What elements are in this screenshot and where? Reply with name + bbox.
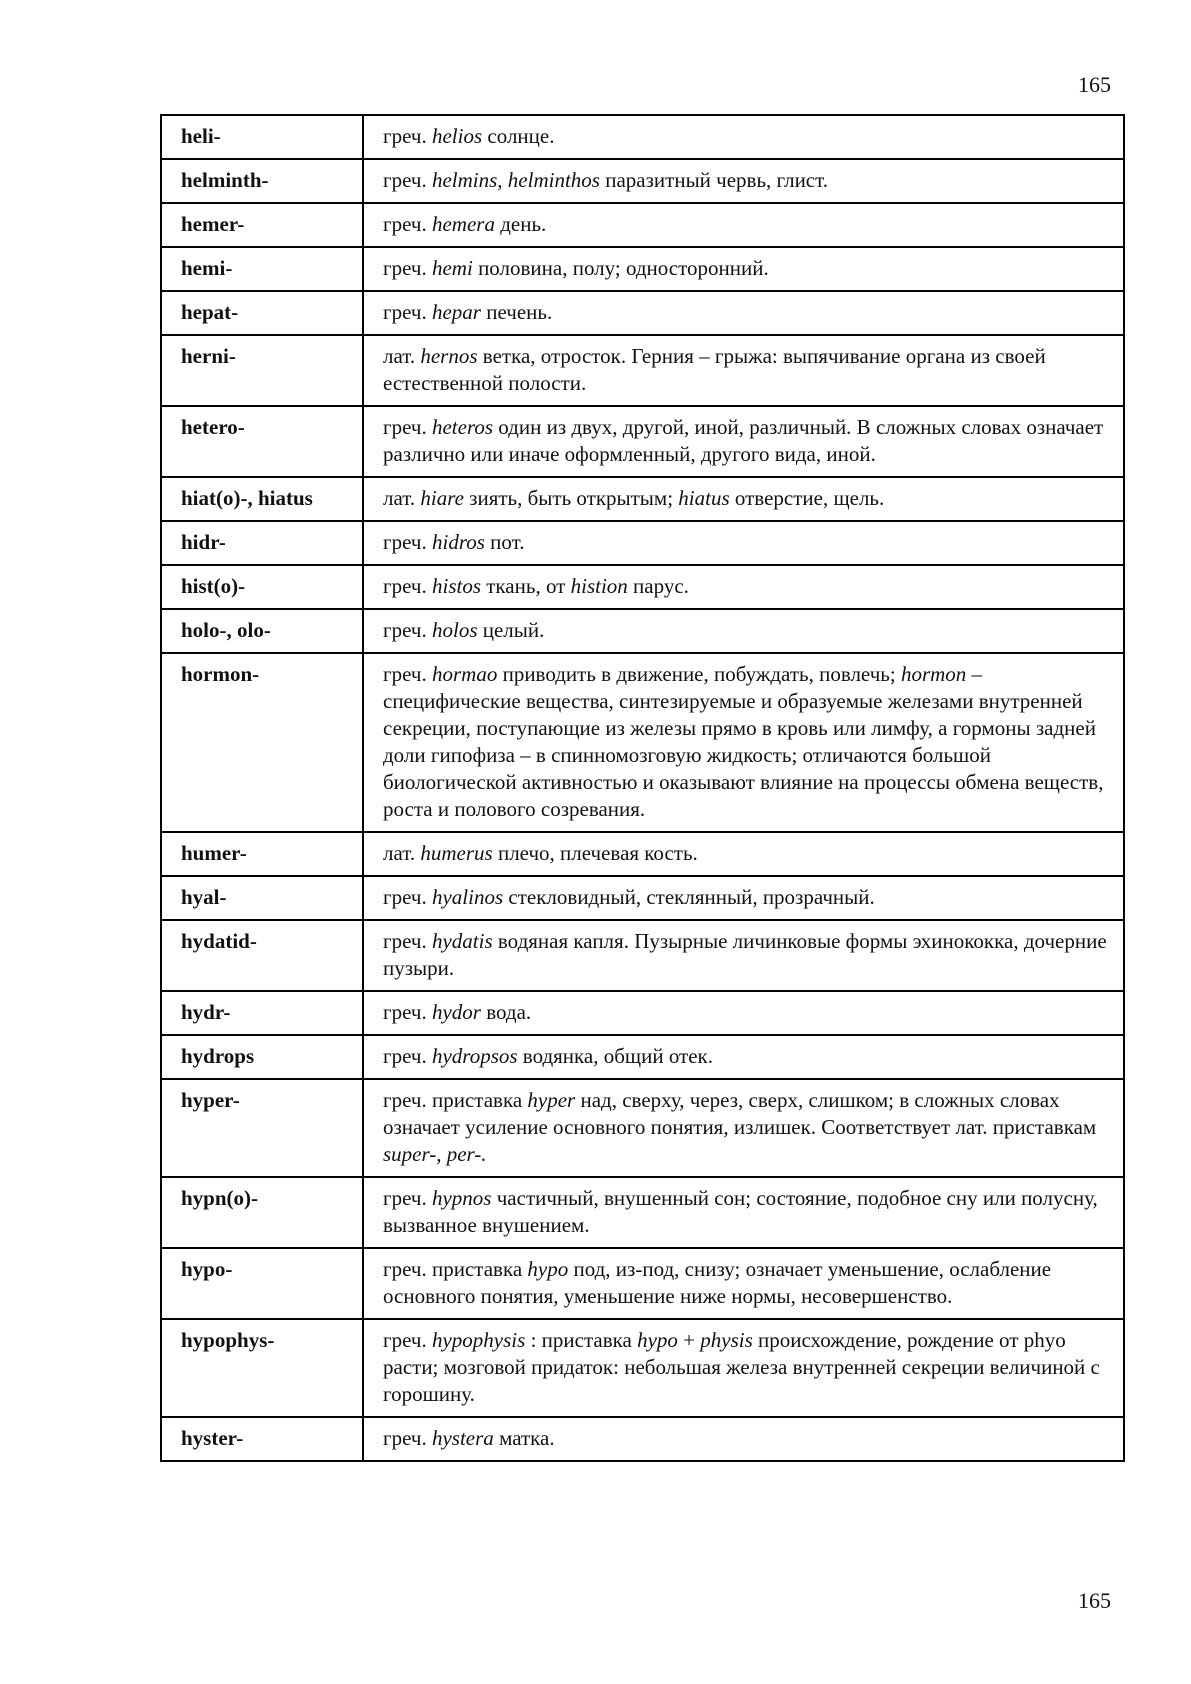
entry-definition bbox=[363, 1035, 1124, 1079]
table-row bbox=[161, 335, 1124, 406]
definition-italic-text: hyper bbox=[527, 1088, 576, 1112]
entry-term: hydatid- bbox=[161, 920, 363, 991]
definition-italic-text: hydor bbox=[431, 1000, 481, 1024]
table-row bbox=[161, 1319, 1124, 1417]
definition-text: матка. bbox=[493, 1426, 555, 1450]
table-row bbox=[161, 115, 1124, 159]
entry-definition bbox=[363, 521, 1124, 565]
entry-definition bbox=[363, 291, 1124, 335]
entry-definition bbox=[363, 1417, 1124, 1461]
definition-italic-text: helmins, helminthos bbox=[431, 168, 600, 192]
table-row bbox=[161, 609, 1124, 653]
definition-text: греч. bbox=[383, 929, 432, 953]
table-row bbox=[161, 1079, 1124, 1177]
definition-text: стекловидный, стеклянный, прозрачный. bbox=[503, 885, 875, 909]
definition-italic-text: hystera bbox=[431, 1426, 494, 1450]
table-row bbox=[161, 1248, 1124, 1319]
definition-italic-text: hemi bbox=[431, 256, 473, 280]
table-row bbox=[161, 653, 1124, 832]
entry-term: hyster- bbox=[161, 1417, 363, 1461]
definition-text: греч. bbox=[383, 1426, 432, 1450]
definition-text: греч. bbox=[383, 574, 432, 598]
entry-term: hydr- bbox=[161, 991, 363, 1035]
table-row bbox=[161, 1177, 1124, 1248]
page-number-bottom: 165 bbox=[1078, 1588, 1111, 1613]
definition-text: водяная капля. Пузырные личинковые формы эхинококка, дочерние пузыри. bbox=[383, 929, 1107, 980]
entry-definition bbox=[363, 832, 1124, 876]
table-row bbox=[161, 1417, 1124, 1461]
definition-text: ткань, от bbox=[481, 574, 571, 598]
definition-text: плечо, плечевая кость. bbox=[492, 841, 698, 865]
entry-definition bbox=[363, 1177, 1124, 1248]
definition-italic-text: super-, per-. bbox=[383, 1142, 487, 1166]
entry-term: holo-, olo- bbox=[161, 609, 363, 653]
definition-text: греч. приставка bbox=[383, 1088, 528, 1112]
table-row bbox=[161, 832, 1124, 876]
definition-italic-text: hydatis bbox=[431, 929, 493, 953]
table-row bbox=[161, 247, 1124, 291]
table-row bbox=[161, 920, 1124, 991]
table-row bbox=[161, 565, 1124, 609]
definition-italic-text: hernos bbox=[420, 344, 478, 368]
table-row bbox=[161, 159, 1124, 203]
entry-definition bbox=[363, 115, 1124, 159]
definition-italic-text: hypo bbox=[527, 1257, 569, 1281]
definition-italic-text: hidros bbox=[431, 530, 485, 554]
entry-definition bbox=[363, 406, 1124, 477]
definition-italic-text: hiatus bbox=[678, 486, 730, 510]
definition-text: водянка, общий отек. bbox=[517, 1044, 714, 1068]
definition-text: приводить в движение, побуждать, повлечь; bbox=[497, 662, 901, 686]
entry-term: hyal- bbox=[161, 876, 363, 920]
dictionary-table-body bbox=[161, 115, 1124, 1461]
definition-text: греч. bbox=[383, 415, 432, 439]
definition-text: лат. bbox=[383, 344, 421, 368]
definition-italic-text: hepar bbox=[431, 300, 481, 324]
definition-italic-text: hyalinos bbox=[431, 885, 504, 909]
entry-definition bbox=[363, 159, 1124, 203]
definition-text: греч. bbox=[383, 168, 432, 192]
entry-definition bbox=[363, 565, 1124, 609]
definition-text: частичный, внушенный сон; состояние, подобное сну или полусну, вызванное внушением. bbox=[383, 1186, 1098, 1237]
definition-text: греч. bbox=[383, 212, 432, 236]
definition-text: – специфические вещества, синтезируемые и образуемые железами внутренней секреции, поступающие из железы прямо в кровь или лимфу, а гормоны задней доли гипофиза – в спинномозговую жидкость; отличаются большой биологической активностью и оказывают влияние на процессы обмена веществ, роста и полового созревания. bbox=[383, 662, 1104, 821]
entry-definition bbox=[363, 1319, 1124, 1417]
definition-italic-text: hydropsos bbox=[431, 1044, 518, 1068]
definition-text: греч. bbox=[383, 1328, 432, 1352]
definition-text: происхождение, рождение от phyo расти; мозговой придаток: небольшая железа внутренней секреции величиной с горошину. bbox=[383, 1328, 1100, 1406]
definition-italic-text: hypo bbox=[637, 1328, 678, 1352]
table-row bbox=[161, 991, 1124, 1035]
definition-text: ветка, отросток. Герния – грыжа: выпячивание органа из своей естественной полости. bbox=[383, 344, 1046, 395]
entry-term: hemi- bbox=[161, 247, 363, 291]
entry-term: hypn(o)- bbox=[161, 1177, 363, 1248]
definition-text: лат. bbox=[383, 841, 421, 865]
definition-italic-text: helios bbox=[431, 124, 483, 148]
definition-text: половина, полу; односторонний. bbox=[472, 256, 769, 280]
entry-definition bbox=[363, 920, 1124, 991]
entry-term: hormon- bbox=[161, 653, 363, 832]
entry-term: hypo- bbox=[161, 1248, 363, 1319]
entry-definition bbox=[363, 609, 1124, 653]
table-row bbox=[161, 406, 1124, 477]
entry-term: hiat(o)-, hiatus bbox=[161, 477, 363, 521]
definition-text: парус. bbox=[627, 574, 689, 598]
entry-term: hemer- bbox=[161, 203, 363, 247]
definition-text: греч. bbox=[383, 124, 432, 148]
definition-italic-text: hiare bbox=[420, 486, 464, 510]
definition-italic-text: heteros bbox=[431, 415, 494, 439]
definition-text: греч. bbox=[383, 256, 432, 280]
entry-term: hepat- bbox=[161, 291, 363, 335]
entry-definition bbox=[363, 1079, 1124, 1177]
definition-text: греч. bbox=[383, 1000, 432, 1024]
page-number-top: 165 bbox=[1078, 72, 1111, 97]
entry-definition bbox=[363, 477, 1124, 521]
entry-term: helminth- bbox=[161, 159, 363, 203]
entry-term: hist(o)- bbox=[161, 565, 363, 609]
definition-text: греч. bbox=[383, 1186, 432, 1210]
definition-text: греч. bbox=[383, 1044, 432, 1068]
entry-term: hidr- bbox=[161, 521, 363, 565]
definition-text: + bbox=[677, 1328, 701, 1352]
definition-text: паразитный червь, глист. bbox=[599, 168, 828, 192]
entry-definition bbox=[363, 335, 1124, 406]
definition-text: вода. bbox=[480, 1000, 532, 1024]
definition-text: : приставка bbox=[525, 1328, 638, 1352]
entry-definition bbox=[363, 247, 1124, 291]
definition-italic-text: hypophysis bbox=[431, 1328, 526, 1352]
definition-text: греч. bbox=[383, 885, 432, 909]
definition-text: солнце. bbox=[482, 124, 555, 148]
entry-term: herni- bbox=[161, 335, 363, 406]
entry-definition bbox=[363, 653, 1124, 832]
definition-text: греч. приставка bbox=[383, 1257, 528, 1281]
definition-text: день. bbox=[494, 212, 547, 236]
table-row bbox=[161, 1035, 1124, 1079]
entry-term: humer- bbox=[161, 832, 363, 876]
definition-text: греч. bbox=[383, 662, 432, 686]
definition-italic-text: histion bbox=[570, 574, 628, 598]
entry-definition bbox=[363, 991, 1124, 1035]
definition-italic-text: hormao bbox=[431, 662, 498, 686]
definition-italic-text: hormon bbox=[900, 662, 967, 686]
definition-text: над, сверху, через, сверх, слишком; в сложных словах означает усиление основного понятия, излишек. Соответствует лат. приставкам bbox=[383, 1088, 1097, 1139]
definition-italic-text: physis bbox=[700, 1328, 753, 1352]
definition-italic-text: holos bbox=[431, 618, 478, 642]
definition-text: целый. bbox=[477, 618, 545, 642]
entry-term: heli- bbox=[161, 115, 363, 159]
definition-italic-text: humerus bbox=[420, 841, 493, 865]
table-row bbox=[161, 876, 1124, 920]
table-row bbox=[161, 203, 1124, 247]
definition-text: греч. bbox=[383, 618, 432, 642]
entry-term: hyper- bbox=[161, 1079, 363, 1177]
table-row bbox=[161, 477, 1124, 521]
entry-definition bbox=[363, 203, 1124, 247]
definition-italic-text: histos bbox=[431, 574, 481, 598]
definition-text: один из двух, другой, иной, различный. В сложных словах означает различно или иначе оформленный, другого вида, иной. bbox=[383, 415, 1104, 466]
entry-definition bbox=[363, 1248, 1124, 1319]
definition-text: лат. bbox=[383, 486, 421, 510]
dictionary-table bbox=[160, 114, 1125, 1462]
entry-term: hydrops bbox=[161, 1035, 363, 1079]
definition-text: отверстие, щель. bbox=[729, 486, 885, 510]
definition-text: греч. bbox=[383, 300, 432, 324]
entry-term: hetero- bbox=[161, 406, 363, 477]
definition-text: пот. bbox=[484, 530, 525, 554]
table-row bbox=[161, 521, 1124, 565]
definition-italic-text: hypnos bbox=[431, 1186, 492, 1210]
table-row bbox=[161, 291, 1124, 335]
definition-text: печень. bbox=[480, 300, 553, 324]
entry-term: hypophys- bbox=[161, 1319, 363, 1417]
definition-text: под, из-под, снизу; означает уменьшение, ослабление основного понятия, уменьшение ниже нормы, несовершенство. bbox=[383, 1257, 1052, 1308]
entry-definition bbox=[363, 876, 1124, 920]
definition-italic-text: hemera bbox=[431, 212, 495, 236]
definition-text: греч. bbox=[383, 530, 432, 554]
definition-text: зиять, быть открытым; bbox=[463, 486, 679, 510]
